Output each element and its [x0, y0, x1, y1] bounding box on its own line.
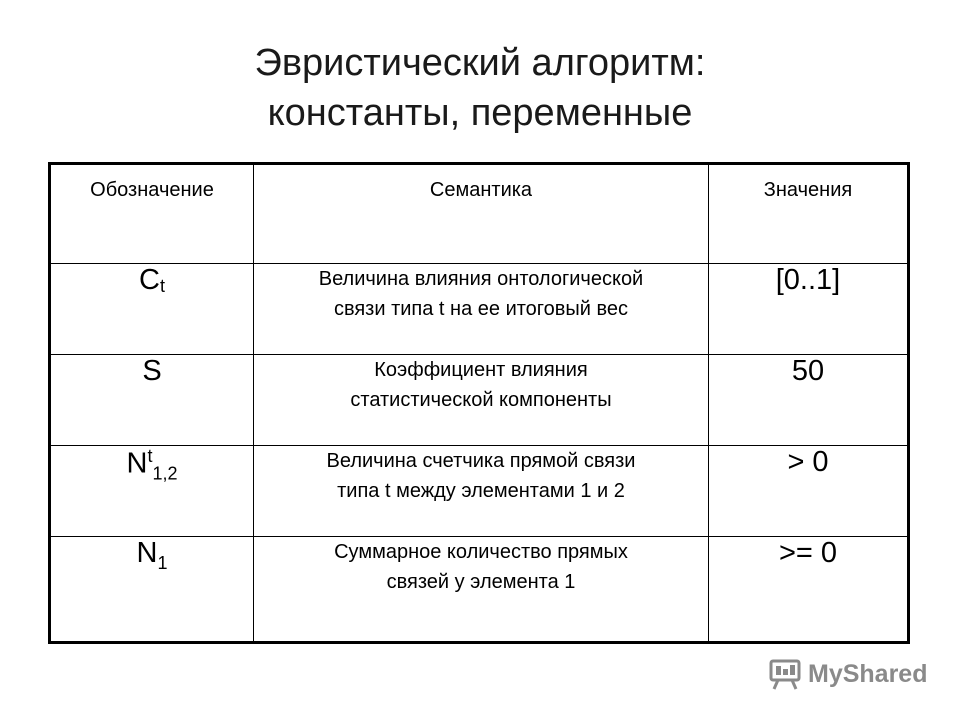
- symbol-indices: [147, 446, 177, 484]
- table-row: [50, 264, 909, 355]
- symbol-cell: [50, 355, 254, 446]
- table-header-row: [50, 164, 909, 264]
- value-cell: 50: [709, 355, 909, 446]
- semantics-line: типа t между элементами 1 и 2: [337, 480, 625, 502]
- symbol-letter: C: [139, 264, 160, 296]
- slide-title: [0, 38, 960, 138]
- table-row: [50, 537, 909, 643]
- symbol-letter: N: [126, 447, 148, 480]
- symbol-letter: S: [142, 355, 162, 387]
- value-cell: > 0: [709, 446, 909, 537]
- watermark-text: MyShared: [808, 659, 928, 688]
- semantics-line: связей у элемента 1: [386, 571, 576, 593]
- semantics-cell: [254, 537, 709, 643]
- table-row: [50, 446, 909, 537]
- symbol-cell: [50, 537, 254, 643]
- semantics-line: Величина счетчика прямой связи: [326, 450, 636, 472]
- symbol-subscript: t: [159, 276, 165, 296]
- symbol-cell: [50, 264, 254, 355]
- symbol-letter: N: [136, 537, 158, 569]
- value-cell: [0..1]: [709, 264, 909, 355]
- semantics-line: Коэффициент влияния: [374, 359, 588, 381]
- watermark: [768, 656, 927, 692]
- header-semantics: Семантика: [254, 164, 709, 264]
- header-values: Значения: [709, 164, 909, 264]
- value-cell: >= 0: [709, 537, 909, 643]
- semantics-cell: [254, 355, 709, 446]
- symbol-superscript: t: [147, 446, 153, 466]
- table-row: [50, 355, 909, 446]
- semantics-cell: [254, 264, 709, 355]
- slide-title-line-1: Эвристический алгоритм:: [254, 42, 706, 84]
- symbol-subscript: 1,2: [152, 463, 178, 484]
- header-designation: Обозначение: [50, 164, 254, 264]
- semantics-line: статистической компоненты: [350, 389, 612, 411]
- semantics-line: Величина влияния онтологической: [318, 268, 644, 290]
- semantics-line: связи типа t на ее итоговый вес: [333, 298, 629, 320]
- presentation-board-icon: [768, 657, 802, 691]
- symbol-subscript: 1: [157, 552, 168, 573]
- slide-title-line-2: константы, переменные: [267, 92, 693, 134]
- semantics-line: Суммарное количество прямых: [334, 541, 628, 563]
- parameters-table: [48, 162, 910, 644]
- semantics-cell: [254, 446, 709, 537]
- symbol-cell: [50, 446, 254, 537]
